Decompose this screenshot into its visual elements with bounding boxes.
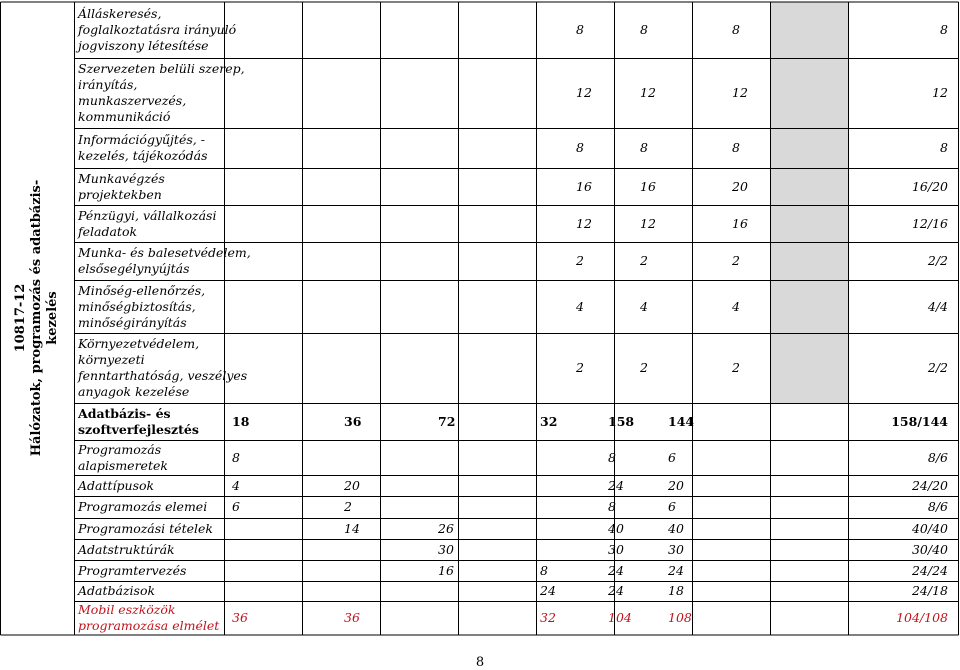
row-label-line: Minőség-ellenőrzés, (78, 282, 206, 298)
value-cell: 6 (668, 449, 676, 465)
value-cell: 30 (668, 541, 684, 557)
value-cell: 36 (232, 610, 248, 625)
row-label (75, 496, 223, 518)
value-cell: 8/6 (927, 449, 948, 465)
page-number: 8 (475, 655, 485, 670)
module-title-line1: Hálózatok, programozás és adatbázis- (29, 179, 44, 456)
row-label (75, 280, 223, 333)
value-cell: 8 (940, 140, 948, 155)
value-cell: 6 (668, 499, 676, 514)
value-cell: 24 (540, 583, 556, 598)
value-cell: 12 (576, 85, 592, 100)
row-label-line: programozása elmélet (78, 618, 220, 633)
value-cell: 30/40 (911, 541, 948, 557)
row-label-line: Álláskeresés, (78, 6, 162, 21)
row-label-line: Programozási tételek (78, 520, 213, 536)
row-label (75, 168, 223, 205)
row-label-line: fenntarthatóság, veszélyes (78, 368, 248, 383)
row-label (75, 560, 223, 581)
row-label (75, 242, 251, 280)
row-label-line: Adatbázisok (78, 583, 156, 598)
value-cell: 18 (668, 583, 684, 598)
row-label (75, 539, 223, 560)
value-cell: 40 (668, 520, 684, 536)
value-cell: 2 (344, 499, 352, 514)
row-label-line: munkaszervezés, (78, 93, 187, 108)
value-cell: 8 (540, 562, 548, 578)
value-cell: 8 (576, 22, 584, 37)
value-cell: 30 (608, 541, 624, 557)
value-cell: 158/144 (891, 413, 948, 429)
value-cell: 2 (732, 360, 740, 375)
value-cell: 12/16 (911, 215, 948, 231)
value-cell: 40/40 (911, 520, 948, 536)
value-cell: 24 (668, 562, 684, 578)
value-cell: 8 (608, 499, 616, 514)
row-label (75, 58, 245, 128)
value-cell: 8 (608, 449, 616, 465)
row-label-line: minőségirányítás (78, 314, 187, 330)
module-code: 10817-12 (13, 283, 28, 352)
row-label-line: Környezetvédelem, (78, 336, 200, 351)
value-cell: 24 (608, 583, 624, 598)
value-cell: 32 (540, 413, 558, 429)
row-label (75, 2, 237, 58)
value-cell: 72 (438, 413, 456, 429)
row-label (75, 333, 248, 403)
value-cell: 16 (576, 178, 592, 194)
row-label-line: projektekben (78, 186, 162, 202)
row-label-line: Munka- és balesetvédelem, (78, 245, 251, 260)
row-label (75, 128, 223, 168)
value-cell: 104/108 (896, 610, 948, 625)
value-cell: 2/2 (927, 360, 948, 375)
value-cell: 4/4 (927, 298, 948, 314)
value-cell: 2 (576, 360, 584, 375)
value-cell: 24 (608, 562, 624, 578)
value-cell: 8 (232, 449, 240, 465)
value-cell: 104 (608, 610, 632, 625)
module-title-line2: kezelés (45, 290, 60, 345)
value-cell: 6 (232, 499, 240, 514)
value-cell: 8 (940, 22, 948, 37)
row-label-line: Programtervezés (78, 562, 187, 578)
row-label (75, 518, 223, 539)
value-cell: 12 (732, 85, 748, 100)
value-cell: 8 (732, 22, 740, 37)
row-label-line: elsősegélynyújtás (78, 261, 190, 276)
value-cell: 12 (576, 215, 592, 231)
row-label-line: jogviszony létesítése (78, 38, 209, 53)
row-label-line: anyagok kezelése (78, 384, 190, 399)
row-label-line: Programozás elemei (78, 499, 208, 514)
row-label-line: Pénzügyi, vállalkozási (78, 207, 217, 223)
value-cell: 24/18 (911, 583, 948, 598)
row-label (75, 475, 223, 496)
row-label-line: minőségbiztosítás, (78, 298, 196, 314)
value-cell: 2 (576, 253, 584, 268)
row-label-line: kommunikáció (78, 109, 171, 124)
value-cell: 144 (668, 413, 695, 429)
value-cell: 158 (608, 413, 635, 429)
value-cell: 4 (640, 298, 648, 314)
row-label (75, 403, 223, 440)
value-cell: 20 (344, 477, 360, 493)
row-label-line: alapismeretek (78, 457, 168, 473)
value-cell: 4 (232, 477, 240, 493)
row-label (75, 601, 223, 635)
row-label-line: kezelés, tájékozódás (78, 148, 208, 163)
value-cell: 8/6 (927, 499, 948, 514)
value-cell: 26 (438, 520, 454, 536)
row-label-line: feladatok (78, 223, 138, 239)
row-label-line: Adattípusok (78, 477, 155, 493)
row-label-line: Programozás (78, 441, 162, 457)
value-cell: 12 (932, 85, 948, 100)
value-cell: 8 (576, 140, 584, 155)
row-label-line: Adatstruktúrák (78, 541, 175, 557)
value-cell: 14 (344, 520, 360, 536)
row-label-line: szoftverfejlesztés (78, 421, 199, 437)
value-cell: 18 (232, 413, 250, 429)
value-cell: 20 (668, 477, 684, 493)
value-cell: 4 (576, 298, 584, 314)
value-cell: 36 (344, 610, 360, 625)
value-cell: 16 (640, 178, 656, 194)
value-cell: 2 (732, 253, 740, 268)
value-cell: 24 (608, 477, 624, 493)
row-label-line: Szervezeten belüli szerep, (78, 61, 245, 76)
row-label (75, 440, 223, 475)
value-cell: 108 (668, 610, 692, 625)
value-cell: 40 (608, 520, 624, 536)
row-label-line: foglalkoztatásra irányuló (78, 22, 237, 37)
value-cell: 24/24 (911, 562, 948, 578)
row-label (75, 581, 223, 601)
row-label-line: irányítás, (78, 77, 138, 92)
value-cell: 2 (640, 360, 648, 375)
value-cell: 16 (438, 562, 454, 578)
value-cell: 8 (640, 22, 648, 37)
row-label-line: Mobil eszközök (78, 602, 176, 617)
value-cell: 24/20 (911, 477, 948, 493)
value-cell: 32 (540, 610, 556, 625)
value-cell: 16 (732, 215, 748, 231)
row-label-line: Adatbázis- és (78, 405, 171, 421)
value-cell: 8 (732, 140, 740, 155)
row-label (75, 205, 223, 242)
value-cell: 12 (640, 215, 656, 231)
row-label-line: környezeti (78, 352, 145, 367)
value-cell: 2/2 (927, 253, 948, 268)
value-cell: 8 (640, 140, 648, 155)
value-cell: 36 (344, 413, 362, 429)
value-cell: 20 (732, 178, 748, 194)
row-label-line: Munkavégzés (78, 170, 165, 186)
value-cell: 2 (640, 253, 648, 268)
value-cell: 16/20 (911, 178, 948, 194)
row-label-line: Információgyűjtés, - (78, 132, 205, 147)
value-cell: 4 (732, 298, 740, 314)
value-cell: 30 (438, 541, 454, 557)
value-cell: 12 (640, 85, 656, 100)
